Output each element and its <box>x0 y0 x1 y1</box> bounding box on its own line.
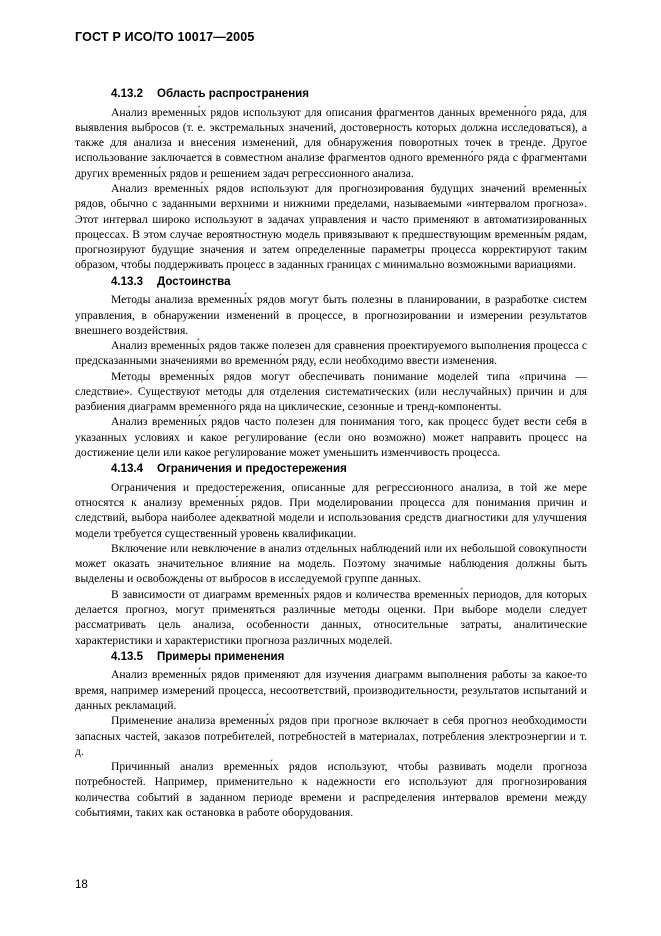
page-header: ГОСТ Р ИСО/ТО 10017—2005 <box>75 30 255 44</box>
section-4-13-2 <box>75 86 587 273</box>
section-number: 4.13.3 <box>111 275 143 288</box>
section-4-13-5 <box>75 649 587 820</box>
paragraph: Включение или невключение в анализ отдельных наблюдений или их небольшой совокупности может оказать значительное влияние на модель. Поэтому значимые наблюдения должны быть выделены и освобождены от выбросов в исследуемой группе данных. <box>75 541 587 586</box>
section-heading <box>75 461 587 478</box>
paragraph: Ограничения и предостережения, описанные для регрессионного анализа, в той же мере относятся к анализу временны́х рядов. При моделировании процесса для понимания причин и следствий, выбора наиболее адекватной модели и использования средств диагностики для улучшения модели требуется существенный уровень квалификации. <box>75 480 587 540</box>
paragraph: Анализ временны́х рядов также полезен для сравнения проектируемого выполнения процесса с предсказанными значениями во временно́м ряду, если необходимо ввести изменения. <box>75 339 587 368</box>
page-number: 18 <box>75 879 88 891</box>
section-number: 4.13.5 <box>111 650 143 663</box>
section-title: Примеры применения <box>157 650 285 663</box>
paragraph: Анализ временны́х рядов используют для описания фрагментов данных временно́го ряда, для выявления выбросов (т. е. экстремальных значений, достоверность которых должна исследоваться), а также для анализа и внесения изменений, для обнаружения поворотных точек в тренде. Другое использование заключается в совместном анализе фрагментов одного временно́го ряда с фрагментами других временны́х рядов и решением задач регрессионного анализа. <box>75 105 587 180</box>
paragraph: Анализ временны́х рядов используют для прогнозирования будущих значений временны́х рядов, обычно с заданными верхними и нижними пределами, называемыми «интервалом прогноза». Этот интервал широко используют в задачах управления и часто применяют в автоматизированных процессах. В этом случае вероятностную модель привязывают к предшествующим временны́м рядам, прогнозируют будущие значения и затем определенные параметры процесса корректируют таким образом, чтобы поддерживать процесс в заданных границах с минимально возможными вариациями. <box>75 182 587 272</box>
section-title: Область распространения <box>157 88 309 100</box>
paragraph: В зависимости от диаграмм временны́х рядов и количества временны́х периодов, для которых делается прогноз, могут применяться различные методы оценки. При выборе модели следует рассматривать цель анализа, особенности данных, относительные затраты, аналитические характеристики и характеристики прогноза различных моделей. <box>75 587 587 647</box>
section-number: 4.13.2 <box>111 88 143 100</box>
document-body <box>75 86 587 820</box>
section-heading <box>75 649 587 666</box>
paragraph: Методы временны́х рядов могут обеспечивать понимание моделей типа «причина — следствие». Существуют методы для отделения систематических (или неслучайных) причин и для разбиения диаграмм временно́го ряда на циклические, сезонные и тренд-компоненты. <box>75 369 587 414</box>
section-4-13-3 <box>75 274 587 461</box>
section-title: Достоинства <box>157 275 231 288</box>
section-number: 4.13.4 <box>111 463 143 476</box>
paragraph: Причинный анализ временны́х рядов используют, чтобы развивать модели прогноза потребностей. Например, применительно к надежности его используют для прогнозирования количества событий в заданном периоде времени и распределения интервалов времени между событиями, таких как остановка в работе оборудования. <box>75 760 587 819</box>
paragraph: Методы анализа временны́х рядов могут быть полезны в планировании, в разработке систем управления, в обнаружении изменений в процессе, в прогнозировании и измерении результатов внешнего воздействия. <box>75 293 587 337</box>
paragraph: Анализ временны́х рядов часто полезен для понимания того, как процесс будет вести себя в указанных условиях и какое регулирование (если оно возможно) может направить процесс на достижение цели или какое регулирование может уменьшить изменчивость процесса. <box>75 415 587 459</box>
paragraph: Применение анализа временны́х рядов при прогнозе включает в себя прогноз необходимости запасных частей, заказов потребителей, потребностей в материалах, потребления электроэнергии и т. д. <box>75 714 587 758</box>
section-heading <box>75 86 587 103</box>
paragraph: Анализ временны́х рядов применяют для изучения диаграмм выполнения работы за какое-то время, например измерений процесса, несоответствий, производительности, результатов испытаний и данных рекламаций. <box>75 668 587 712</box>
section-title: Ограничения и предостережения <box>157 463 347 476</box>
section-heading <box>75 274 587 291</box>
section-4-13-4 <box>75 461 587 648</box>
